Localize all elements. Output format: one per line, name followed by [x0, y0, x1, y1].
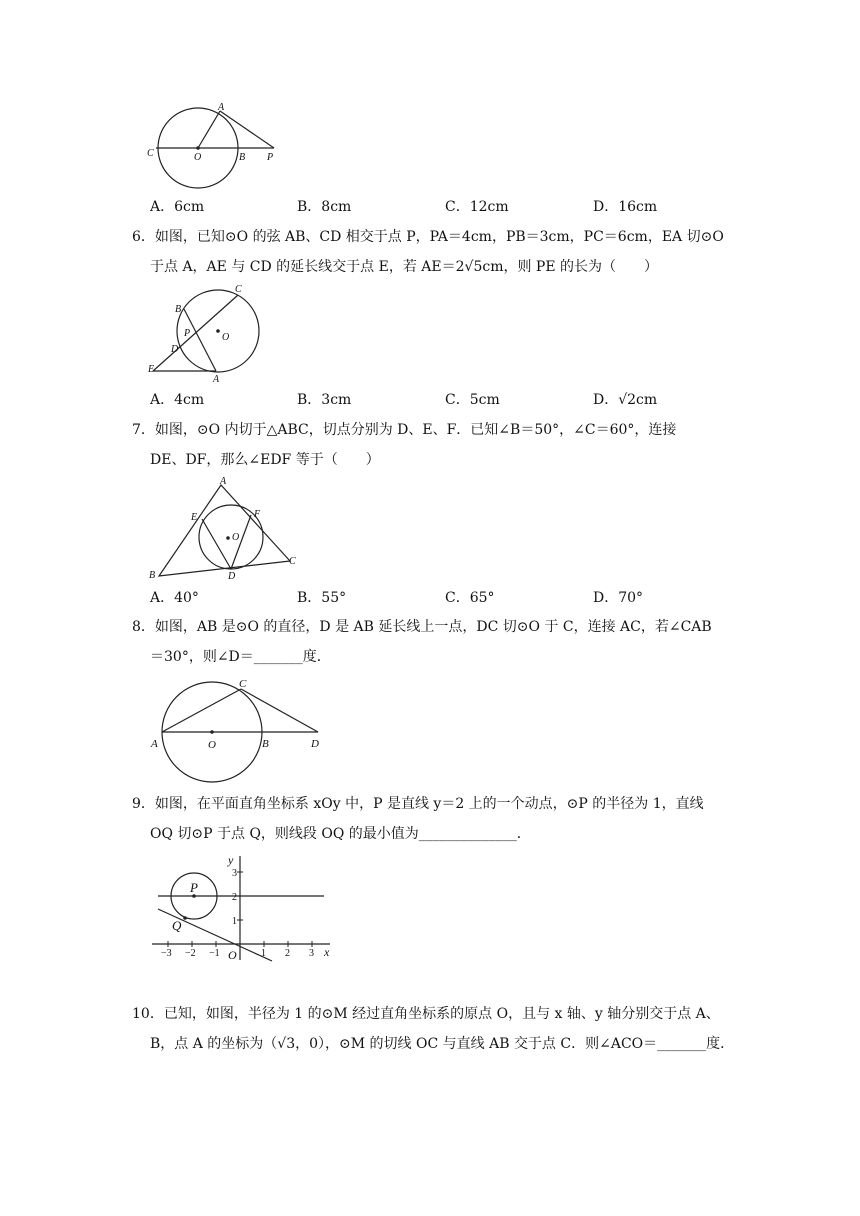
q9-label-x: x	[324, 945, 330, 959]
q5-line-ap	[220, 111, 274, 148]
q7-label-d: D	[228, 571, 236, 582]
q9-point-q	[183, 916, 187, 920]
q9-xtick-label-2: 2	[285, 948, 290, 959]
q9-ytick-label-2: 2	[232, 892, 237, 903]
q8-stem-line1: 8．如图，AB 是⊙O 的直径，D 是 AB 延长线上一点，DC 切⊙O 于 C，连接 AC，若∠CAB	[132, 619, 712, 635]
q7-figure	[145, 475, 305, 585]
q7-option-c: C．65°	[445, 590, 495, 606]
q5-label-c: C	[147, 148, 154, 159]
q5-center-dot	[196, 146, 200, 150]
q6-option-b: B．3cm	[297, 392, 352, 408]
q9-stem-line2: OQ 切⊙P 于点 Q，则线段 OQ 的最小值为______________．	[150, 826, 531, 842]
q8-stem-line2: ＝30°，则∠D＝_______度．	[150, 649, 331, 665]
q9-xtick-label-m2: −2	[185, 948, 196, 959]
q6-option-a: A．4cm	[150, 392, 205, 408]
q6-label-a: A	[213, 374, 220, 385]
q9-label-o: O	[228, 948, 237, 962]
q9-xtick-label-m3: −3	[161, 948, 172, 959]
q9-ytick-label-1: 1	[232, 916, 237, 927]
q10-stem-line2: B，点 A 的坐标为（√3，0），⊙M 的切线 OC 与直线 AB 交于点 C．则∠ACO＝_______度．	[150, 1036, 735, 1052]
q5-label-b: B	[239, 152, 246, 163]
q6-label-b: B	[175, 304, 182, 315]
q7-triangle	[159, 485, 290, 576]
q6-option-c: C．5cm	[445, 392, 500, 408]
q7-option-b: B．55°	[297, 590, 347, 606]
q10-stem-line1: 10．已知，如图，半径为 1 的⊙M 经过直角坐标系的原点 O，且与 x 轴、y 轴分别交于点 A、	[132, 1006, 720, 1022]
q7-line-de	[202, 519, 231, 569]
q6-label-o: O	[222, 332, 230, 343]
q5-option-b: B．8cm	[297, 199, 352, 215]
q6-label-p: P	[184, 328, 191, 339]
q7-option-a: A．40°	[150, 590, 199, 606]
q6-label-c: C	[235, 284, 242, 295]
q9-figure	[148, 850, 338, 965]
q7-option-d: D．70°	[593, 590, 644, 606]
q6-label-e: E	[148, 364, 155, 375]
q5-label-p: P	[267, 152, 274, 163]
q7-label-b: B	[149, 570, 156, 581]
q9-xtick-label-3: 3	[309, 948, 314, 959]
q7-stem-line2: DE、DF，那么∠EDF 等于（ ）	[150, 452, 380, 468]
q7-center-dot	[226, 536, 230, 540]
q7-label-e: E	[191, 512, 198, 523]
q9-label-p: P	[190, 880, 198, 895]
q8-label-b: B	[262, 738, 269, 750]
q6-figure	[140, 280, 270, 385]
q7-label-f: F	[254, 509, 261, 520]
q5-option-a: A．6cm	[150, 199, 205, 215]
q9-label-y: y	[228, 853, 234, 867]
q9-stem-line1: 9．如图，在平面直角坐标系 xOy 中，P 是直线 y＝2 上的一个动点，⊙P 的半径为 1，直线	[132, 796, 704, 812]
q9-xtick-label-m1: −1	[209, 948, 220, 959]
q7-label-a: A	[220, 476, 227, 487]
q5-option-d: D．16cm	[593, 199, 658, 215]
q6-center-dot	[216, 329, 220, 333]
q8-label-d: D	[311, 738, 319, 750]
q8-label-a: A	[151, 738, 158, 750]
q7-label-o: O	[232, 532, 240, 543]
q7-stem-line1: 7．如图，⊙O 内切于△ABC，切点分别为 D、E、F．已知∠B＝50°，∠C＝60°，连接	[132, 422, 677, 438]
q5-label-o: O	[194, 152, 202, 163]
q7-label-c: C	[289, 556, 296, 567]
q6-stem-line2: 于点 A，AE 与 CD 的延长线交于点 E，若 AE＝2√5cm，则 PE 的长为（ ）	[150, 259, 659, 275]
q8-line-cd	[241, 689, 318, 732]
q5-line-oa	[198, 111, 220, 148]
q8-label-o: O	[208, 739, 216, 751]
q6-label-d: D	[171, 344, 179, 355]
q8-label-c: C	[239, 678, 247, 690]
q5-option-c: C．12cm	[445, 199, 509, 215]
q9-ytick-label-3: 3	[232, 868, 237, 879]
q5-label-a: A	[218, 102, 225, 113]
q9-label-q: Q	[172, 918, 182, 933]
q8-figure	[145, 675, 335, 785]
q6-option-d: D．√2cm	[593, 392, 658, 408]
q5-figure	[140, 98, 290, 190]
q8-line-ac	[162, 689, 241, 732]
q9-xtick-label-1: 1	[261, 948, 266, 959]
q8-center-dot	[210, 730, 214, 734]
q6-stem-line1: 6．如图，已知⊙O 的弦 AB、CD 相交于点 P，PA＝4cm，PB＝3cm，PC＝6cm，EA 切⊙O	[132, 229, 724, 245]
